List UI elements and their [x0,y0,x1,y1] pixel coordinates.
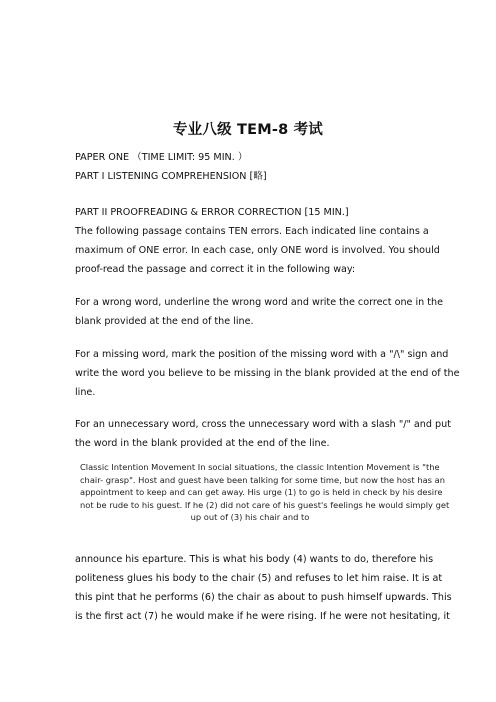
continued-line-3: this pint that he performs (6) the chair as about to push himself upwards. This [75,592,452,603]
paper-one-line: PAPER ONE （TIME LIMIT: 95 MIN. ） [75,152,248,163]
passage-line-1: Classic Intention Movement In social situations, the classic Intention Movement is "the [80,462,440,472]
passage-line-2: chair- grasp". Host and guest have been talking for some time, but now the host has an [80,474,445,485]
intro-line-3: proof-read the passage and correct it in the following way: [75,264,356,275]
passage-line-3: appointment to keep and can get away. His urge (1) to go is held in check by his desire [80,487,443,497]
passage-line-4: not be rude to his guest. If he (2) did not care of his guest's feelings he would simply get [80,499,450,510]
continued-line-4: is the first act (7) he would make if he were rising. If he were not hesitating, it [75,611,450,622]
part-one-line: PART I LISTENING COMPREHENSION [略] [75,171,267,182]
passage-excerpt [80,461,450,524]
wrong-word-instructions [75,293,444,331]
header-block [75,148,427,186]
missing-word-line-1: For a missing word, mark the position of the missing word with a "/\" sign and [75,349,449,360]
document-title: 专业八级 TEM-8 考试 [172,122,324,138]
intro-line-1: The following passage contains TEN errors. Each indicated line contains a [75,226,429,237]
intro-line-2: maximum of ONE error. In each case, only ONE word is involved. You should [75,245,440,256]
part-two-heading: PART II PROOFREADING & ERROR CORRECTION [15 MIN.] [75,207,349,218]
unnecessary-word-line-1: For an unnecessary word, cross the unnecessary word with a slash "/" and put [75,419,451,430]
wrong-word-line-2: blank provided at the end of the line. [75,316,254,327]
unnecessary-word-line-2: the word in the blank provided at the end of the line. [75,438,330,449]
part-two-block [75,203,440,279]
wrong-word-line-1: For a wrong word, underline the wrong word and write the correct one in the [75,297,444,308]
passage-continued [75,550,452,626]
missing-word-line-3: line. [75,387,96,398]
passage-line-5: up out of (3) his chair and to [190,512,310,522]
unnecessary-word-instructions [75,415,451,453]
missing-word-instructions [75,345,460,402]
continued-line-2: politeness glues his body to the chair (5) and refuses to let him raise. It is at [75,573,443,584]
continued-line-1: announce his eparture. This is what his body (4) wants to do, therefore his [75,554,434,565]
missing-word-line-2: write the word you believe to be missing in the blank provided at the end of the [75,368,460,379]
